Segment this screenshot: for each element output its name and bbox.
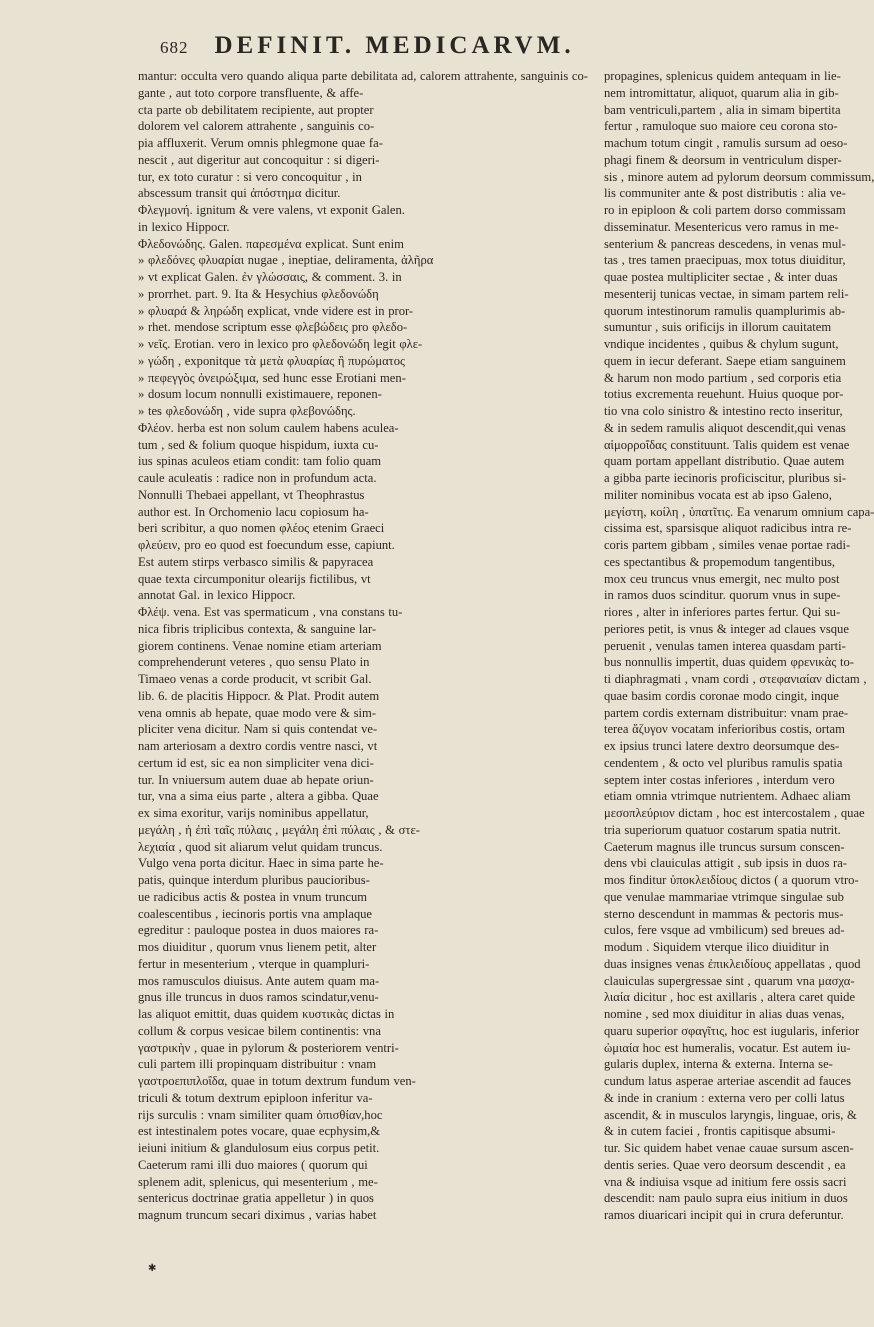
text-line: duas insignes venas ἐπικλειδίους appellatas , quod bbox=[603, 956, 861, 971]
page-header bbox=[160, 32, 770, 68]
text-line: nomine , sed mox diuiditur in alias duas venas, bbox=[603, 1007, 845, 1021]
text-line: caule aculeatis : radice non in profundum acta. bbox=[138, 471, 377, 485]
text-line: gularis duplex, interna & externa. Interna se- bbox=[603, 1057, 833, 1072]
text-line: quorum intestinorum ramulis quamplurimis ab- bbox=[603, 303, 846, 318]
text-line: Caeterum magnus ille truncus sursum conscen- bbox=[603, 839, 845, 854]
text-line: senterium & pancreas descedens, in venas mul- bbox=[603, 236, 846, 251]
text-line: Caeterum rami illi duo maiores ( quorum qui bbox=[138, 1157, 368, 1172]
text-line: » φλεδόνες φλυαρίαι nugae , ineptiae, deliramenta, ἀλῆρα bbox=[138, 253, 434, 268]
text-line: cissima est, sparsisque aliquot radicibus intra re- bbox=[603, 521, 852, 536]
text-line: las aliquot emittit, duas quidem κυστικὰς dictas in bbox=[138, 1007, 395, 1021]
text-line: bus nonnullis impertit, duas quidem φρενικὰς to- bbox=[603, 655, 854, 670]
text-line: gnus ille truncus in duos ramos scindatur,venu- bbox=[138, 990, 379, 1005]
text-line: ue radicibus actis & postea in vnum truncum bbox=[138, 889, 368, 904]
text-line: αἱμορροΐδας constituunt. Talis quidem est venae bbox=[603, 437, 850, 452]
text-line: fertur , ramuloque suo maiore ceu corona sto- bbox=[603, 119, 838, 134]
text-line: rijs surculis : vnam similiter quam ὀπισθίαν,hoc bbox=[138, 1107, 383, 1122]
text-line: Φλεγμονή. ignitum & vere valens, vt exponit Galen. bbox=[138, 203, 405, 217]
text-line: λιαία dicitur , hoc est axillaris , altera caret quide bbox=[603, 990, 856, 1005]
text-line: & in sedem ramulis aliquot descendit,qui venas bbox=[603, 420, 846, 435]
text-line: λεχιαία , quod sit aliarum velut quidam truncus. bbox=[138, 839, 383, 854]
text-line: nam arteriosam a dextro cordis ventre nasci, vt bbox=[138, 739, 378, 753]
text-line: ro in epiploon & coli partem dorso commissam bbox=[603, 203, 846, 217]
text-line: quae texta circumponitur olearijs fictilibus, vt bbox=[138, 571, 371, 586]
text-line: a gibba parte iecinoris proficiscitur, pluribus si- bbox=[603, 471, 847, 485]
page-number: 682 bbox=[160, 38, 189, 57]
text-line: certum id est, sic ea non simpliciter vena dici- bbox=[138, 755, 374, 770]
text-line: quae postea multipliciter sectae , & inter duas bbox=[603, 270, 838, 284]
text-line: φλεύειν, pro eo quod est foecundum esse, capiunt. bbox=[138, 538, 395, 552]
text-line: septem inter costas inferiores , interdum vero bbox=[603, 772, 835, 787]
text-line: culi partem illi propinquam distribuitur : vnam bbox=[138, 1057, 377, 1072]
text-line: culos, fere vsque ad vmbilicum) sed breues ad- bbox=[603, 923, 845, 938]
text-line: in ramos duos scinditur. quorum vnus in supe- bbox=[603, 588, 841, 603]
text-line: vna & indiuisa vsque ad initium fere ossis sacri bbox=[603, 1174, 847, 1189]
text-line: γαστροεπιπλοΐδα, quae in totum dextrum fundum ven- bbox=[138, 1074, 416, 1088]
text-line: descendit: nam paulo supra eius initium in duos bbox=[603, 1191, 848, 1206]
left-column bbox=[138, 68, 588, 1268]
text-line: ces spectantibus & propemodum tangentibus, bbox=[603, 554, 836, 569]
text-line: μεγίστη, κοίλη , ὑπατῖτις. Ea venarum omnium capa- bbox=[603, 504, 874, 519]
text-line: mantur: occulta vero quando aliqua parte debilitata ad, calorem attrahente, sanguinis co- bbox=[138, 69, 588, 83]
text-line: mox ceu truncus vnus emergit, nec multo post bbox=[603, 571, 840, 586]
text-line: vena omnis ab hepate, quae modo vere & sim- bbox=[138, 705, 376, 720]
text-line: » prorrhet. part. 9. Ita & Hesychius φλεδονώδη bbox=[138, 286, 379, 301]
right-column bbox=[604, 68, 874, 1268]
text-line: mos ramusculos diuisus. Ante autem quam ma- bbox=[138, 973, 380, 988]
text-line: cundum latus asperae arteriae ascendit ad fauces bbox=[603, 1074, 852, 1088]
text-line: ramos diuaricari incipit qui in crura deferuntur. bbox=[603, 1208, 844, 1222]
text-line: riores , alter in inferiores partes fertur. Qui su- bbox=[603, 605, 841, 619]
text-line: Φλέον. herba est non solum caulem habens aculea- bbox=[138, 420, 399, 435]
text-line: » vt explicat Galen. ἐν γλώσσαις, & comment. 3. in bbox=[138, 270, 402, 284]
text-line: tio vna colo sinistro & intestino recto inseritur, bbox=[603, 404, 843, 418]
text-line: sumuntur , suis orificijs in illorum cauitatem bbox=[603, 320, 832, 335]
text-line: μεσοπλεύριον dictam , hoc est intercostalem , quae bbox=[603, 806, 865, 820]
text-line: tur. In vniuersum autem duae ab hepate oriun- bbox=[138, 772, 374, 787]
text-line: que venulae mammariae vtrimque singulae sub bbox=[603, 889, 844, 904]
text-line: splenem adit, splenicus, qui mesenterium , me- bbox=[138, 1174, 378, 1189]
text-line: quem in iecur deferant. Saepe etiam sanguinem bbox=[603, 353, 846, 368]
text-columns bbox=[138, 68, 874, 1268]
text-line: mos finditur ὑποκλειδίους dictos ( a quorum vtro- bbox=[603, 873, 859, 887]
text-line: nescit , aut digeritur aut concoquitur : si digeri- bbox=[138, 152, 380, 167]
text-line: » tes φλεδονώδη , vide supra φλεβονώδης. bbox=[138, 404, 356, 418]
text-line: coalescentibus , iecinoris portis vna amplaque bbox=[138, 906, 373, 921]
text-line: peruenit , venulas tamen interea quasdam parti- bbox=[603, 638, 846, 653]
text-line: & in cutem faciei , frontis capitisque absumi- bbox=[603, 1124, 836, 1139]
text-line: tria superiorum quatuor costarum spatia nutrit. bbox=[603, 822, 841, 837]
text-line: ieiuni initium & glandulosum eius corpus petit. bbox=[138, 1141, 380, 1155]
text-line: dens vbi clauiculas attigit , sub ipsis in duos ra- bbox=[603, 856, 848, 871]
text-line: annotat Gal. in lexico Hippocr. bbox=[138, 588, 296, 603]
text-line: vndique incidentes , quibus & chylum sugunt, bbox=[603, 337, 839, 351]
text-line: magnum truncum secari diximus , varias habet bbox=[138, 1208, 377, 1222]
text-line: totius excrementa reuehunt. Huius quoque por- bbox=[603, 387, 844, 402]
footer-mark: ✱ bbox=[148, 1263, 157, 1274]
text-line: tur. Sic quidem habet venae cauae sursum ascen- bbox=[603, 1141, 854, 1155]
text-line: dolorem vel calorem attrahente , sanguinis co- bbox=[138, 119, 375, 134]
text-line: nica fibris triplicibus contexta, & sanguine lar- bbox=[138, 621, 377, 636]
text-line: est intestinalem potes vocare, quae ecphysim,& bbox=[138, 1124, 381, 1139]
text-line: disseminatur. Mesentericus vero ramus in me- bbox=[603, 219, 839, 234]
text-line: ex ipsius trunci latere dextro deorsumque des- bbox=[603, 739, 840, 753]
text-line: Est autem stirps verbasco similis & papyracea bbox=[138, 554, 374, 569]
text-line: comprehenderunt veteres , quo sensu Plato in bbox=[138, 655, 370, 670]
text-line: pia affluxerit. Verum omnis phlegmone quae fa- bbox=[138, 136, 383, 150]
text-line: machum totum cingit , ramulis sursum ad oeso- bbox=[603, 136, 848, 150]
text-line: ὠμιαία hoc est humeralis, vocatur. Est autem iu- bbox=[603, 1040, 851, 1055]
text-line: & inde in cranium : externa vero per colli latus bbox=[603, 1090, 845, 1105]
text-line: cendentem , & octo vel pluribus ramulis spatia bbox=[603, 755, 843, 770]
text-line: Nonnulli Thebaei appellant, vt Theophrastus bbox=[138, 487, 365, 502]
text-line: ti diaphragmati , vnam cordi , στεφανιαίαν dictam , bbox=[603, 672, 867, 686]
text-line: lis communiter ante & post distributis : alia ve- bbox=[603, 186, 846, 201]
text-line: » γώδη , exponitque τὰ μετὰ φλυαρίας ἢ πυρώματος bbox=[138, 353, 406, 368]
text-line: etiam omnia vtrimque nutrientem. Adhaec aliam bbox=[603, 789, 851, 804]
running-title: DEFINIT. MEDICARVM. bbox=[214, 32, 575, 59]
text-line: partem cordis externam distribuitur: vnam prae- bbox=[603, 705, 849, 720]
text-line: terea ἄζυγον vocatam inferioribus costis, ortam bbox=[603, 722, 845, 737]
text-line: mos diuiditur , quorum vnus lienem petit, alter bbox=[138, 940, 377, 954]
text-line: tas , tres tamen praecipuas, mox totus diuiditur, bbox=[603, 253, 846, 268]
text-line: phagi finem & deorsum in ventriculum disper- bbox=[603, 152, 842, 167]
text-line: sentericus doctrinae gratia appelletur ) in quos bbox=[138, 1191, 374, 1206]
text-line: propagines, splenicus quidem antequam in lie- bbox=[603, 69, 841, 83]
text-line: » νεῖς. Erotian. vero in lexico pro φλεδονώδη legit φλε- bbox=[138, 337, 423, 351]
text-line: sis , minore autem ad pylorum deorsum commissum, bbox=[603, 169, 874, 184]
text-line: tur, vna a sima eius parte , altera a gibba. Quae bbox=[138, 789, 379, 804]
text-line: Φλέψ. vena. Est vas spermaticum , vna constans tu- bbox=[138, 605, 403, 619]
text-line: mesenterij tunicas vectae, in simam partem reli- bbox=[603, 286, 849, 301]
text-line: cta parte ob debilitatem recipiente, aut propter bbox=[138, 102, 374, 117]
text-line: γαστρικὴν , quae in pylorum & posteriorem ventri- bbox=[138, 1040, 399, 1055]
text-line: fertur in mesenterium , vterque in quampluri- bbox=[138, 956, 370, 971]
text-line: gante , aut toto corpore transfluente, & affe- bbox=[138, 85, 364, 100]
text-line: ascendit, & in musculos laryngis, linguae, oris, & bbox=[603, 1107, 857, 1122]
text-line: collum & corpus vesicae bilem continentis: vna bbox=[138, 1023, 381, 1038]
text-line: tur, ex toto curatur : si vero concoquitur , in bbox=[138, 169, 362, 184]
text-line: Vulgo vena porta dicitur. Haec in sima parte he- bbox=[138, 856, 384, 871]
text-line: bam ventriculi,partem , alia in simam bipertita bbox=[603, 102, 841, 117]
text-line: Φλεδονώδης. Galen. παρεσμένα explicat. Sunt enim bbox=[138, 236, 404, 251]
text-line: abscessum transit qui ἀπόστημα dicitur. bbox=[138, 186, 341, 201]
text-line: quaru superior σφαγῖτις, hoc est iugularis, inferior bbox=[603, 1023, 860, 1038]
text-line: giorem continens. Venae nomine etiam arteriam bbox=[138, 638, 382, 653]
text-line: militer nominibus vocata est ab ipso Galeno, bbox=[603, 487, 832, 502]
text-line: author est. In Orchomenio lacu copiosum ha- bbox=[138, 504, 369, 519]
text-line: tum , sed & folium quoque hispidum, iuxta cu- bbox=[138, 437, 379, 452]
text-line: modum . Siquidem vterque ilico diuiditur in bbox=[603, 940, 830, 954]
text-line: » πεφεγγὸς ὀνειρώξιμα, sed hunc esse Erotiani men- bbox=[138, 370, 406, 385]
text-line: sterno descendunt in mammas & pectoris mus- bbox=[603, 906, 844, 921]
text-line: & harum non modo partium , sed corporis etia bbox=[603, 370, 842, 385]
text-line: beri scribitur, a quo nomen φλέος etenim Graeci bbox=[138, 521, 385, 536]
text-line: nem intromittatur, aliquot, quarum alia in gib- bbox=[603, 85, 839, 100]
text-line: ius spinas aculeos etiam condit: tam folio quam bbox=[138, 454, 382, 469]
text-line: in lexico Hippocr. bbox=[138, 219, 230, 234]
text-line: Timaeo venas a corde producit, vt scribit Gal. bbox=[138, 672, 372, 686]
text-line: patis, quinque interdum pluribus paucioribus- bbox=[138, 873, 370, 887]
text-line: » rhet. mendose scriptum esse φλεβώδεις pro φλεδο- bbox=[138, 320, 408, 335]
text-line: » φλυαρά & ληρώδη explicat, vnde videre est in pror- bbox=[138, 303, 414, 318]
text-line: μεγάλη , ἡ ἐπὶ ταῖς πύλαις , μεγάλη ἐπὶ πύλαις , & στε- bbox=[138, 822, 420, 837]
text-line: periores petit, is vnus & integer ad claues vsque bbox=[603, 621, 849, 636]
text-line: egreditur : pauloque postea in duos maiores ra- bbox=[138, 923, 379, 938]
text-line: quam portam appellant distributio. Quae autem bbox=[603, 454, 845, 469]
text-line: clauiculas supergressae sint , quarum vna μασχα- bbox=[603, 973, 855, 988]
text-line: lib. 6. de placitis Hippocr. & Plat. Prodit autem bbox=[138, 688, 380, 703]
text-line: ex sima exoritur, varijs nominibus appellatur, bbox=[138, 806, 369, 820]
text-line: quae basim cordis coronae modo cingit, inque bbox=[603, 688, 839, 703]
text-line: dentis series. Quae vero deorsum descendit , ea bbox=[603, 1157, 846, 1172]
text-line: coris partem gibbam , similes venae portae radi- bbox=[603, 538, 851, 552]
text-line: triculi & totum dextrum epiploon inferitur va- bbox=[138, 1090, 373, 1105]
text-line: pliciter vena dicitur. Nam si quis contendat ve- bbox=[138, 722, 378, 737]
text-line: » dosum locum nonnulli existimauere, reponen- bbox=[138, 387, 382, 402]
